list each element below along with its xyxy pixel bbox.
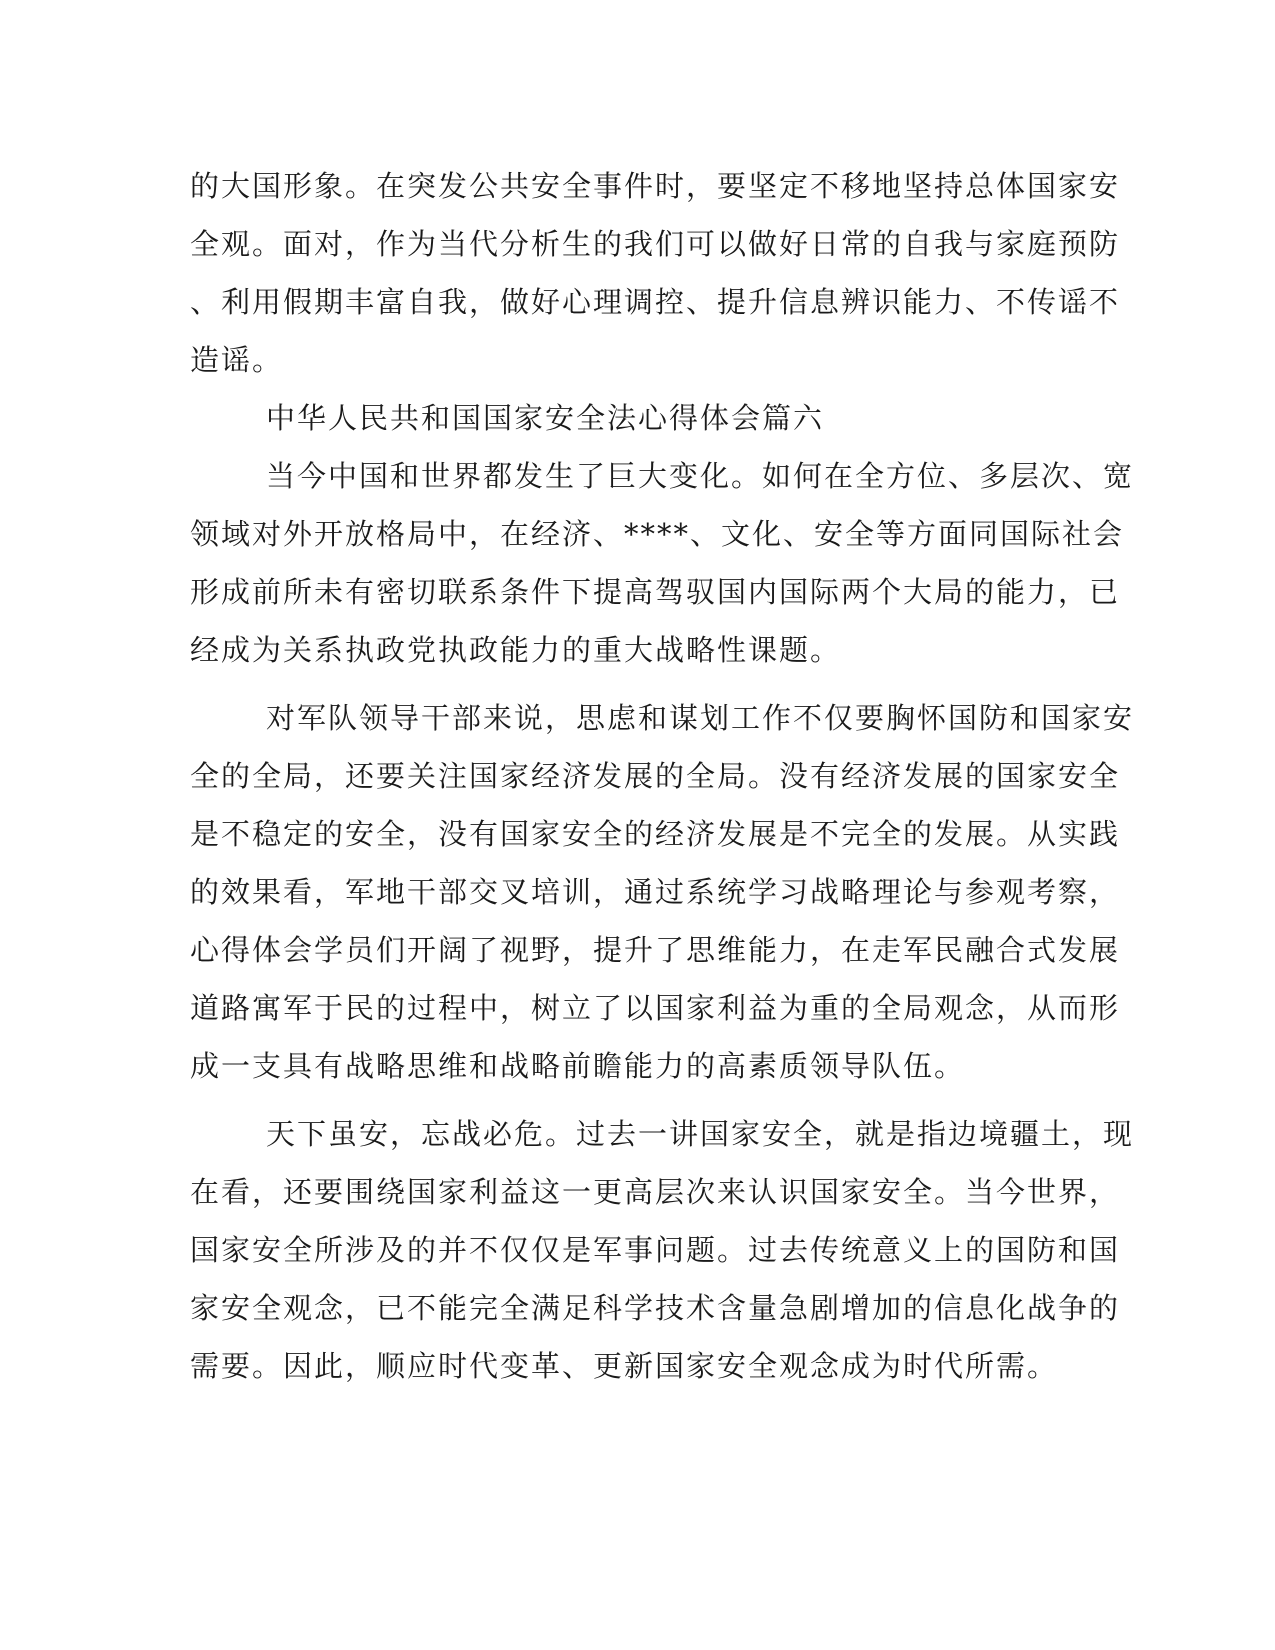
text-line: 全的全局，还要关注国家经济发展的全局。没有经济发展的国家安全 (190, 759, 1121, 793)
section-heading: 中华人民共和国国家安全法心得体会篇六 (266, 401, 825, 435)
text-line: 经成为关系执政党执政能力的重大战略性课题。 (190, 633, 842, 667)
text-line: 天下虽安，忘战必危。过去一讲国家安全，就是指边境疆土，现 (266, 1117, 1135, 1151)
text-line: 是不稳定的安全，没有国家安全的经济发展是不完全的发展。从实践 (190, 817, 1121, 851)
text-line: 成一支具有战略思维和战略前瞻能力的高素质领导队伍。 (190, 1049, 966, 1083)
text-line: 国家安全所涉及的并不仅仅是军事问题。过去传统意义上的国防和国 (190, 1233, 1121, 1267)
text-line: 的大国形象。在突发公共安全事件时，要坚定不移地坚持总体国家安 (190, 169, 1121, 203)
text-line: 当今中国和世界都发生了巨大变化。如何在全方位、多层次、宽 (266, 459, 1135, 493)
text-line: 全观。面对，作为当代分析生的我们可以做好日常的自我与家庭预防 (190, 227, 1121, 261)
text-line: 道路寓军于民的过程中，树立了以国家利益为重的全局观念，从而形 (190, 991, 1121, 1025)
text-line: 形成前所未有密切联系条件下提高驾驭国内国际两个大局的能力，已 (190, 575, 1121, 609)
text-line: 对军队领导干部来说，思虑和谋划工作不仅要胸怀国防和国家安 (266, 701, 1135, 735)
text-line: 的效果看，军地干部交叉培训，通过系统学习战略理论与参观考察， (190, 875, 1121, 909)
text-line: 家安全观念，已不能完全满足科学技术含量急剧增加的信息化战争的 (190, 1291, 1121, 1325)
text-line: 领域对外开放格局中，在经济、****、文化、安全等方面同国际社会 (190, 517, 1125, 551)
text-line: 需要。因此，顺应时代变革、更新国家安全观念成为时代所需。 (190, 1349, 1059, 1383)
text-line: 心得体会学员们开阔了视野，提升了思维能力，在走军民融合式发展 (190, 933, 1121, 967)
text-line: 造谣。 (190, 343, 284, 377)
text-line: 在看，还要围绕国家利益这一更高层次来认识国家安全。当今世界， (190, 1175, 1121, 1209)
text-line: 、利用假期丰富自我，做好心理调控、提升信息辨识能力、不传谣不 (190, 285, 1121, 319)
document-body (190, 157, 1135, 1395)
